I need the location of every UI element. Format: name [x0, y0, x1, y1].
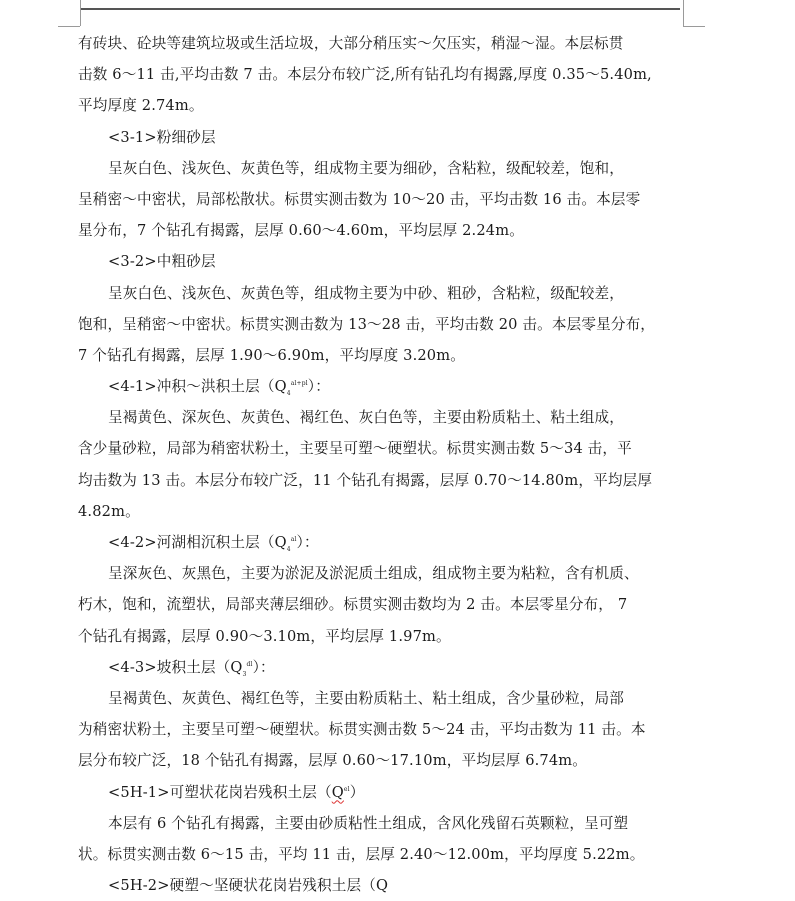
paragraph-line: 呈褐黄色、深灰色、灰黄色、褐红色、灰白色等，主要由粉质粘土、粘土组成， [108, 409, 625, 427]
paragraph-line: 呈褐黄色、灰黄色、褐红色等，主要由粉质粘土、粘土组成，含少量砂粒，局部 [108, 689, 625, 707]
heading-text-end: ）： [296, 534, 319, 551]
paragraph-line: 饱和，呈稍密～中密状。标贯实测击数为 13～28 击，平均击数 20 击。本层零星分布， [78, 315, 656, 333]
heading-text-end: ） [349, 783, 365, 801]
paragraph-line: 含少量砂粒，局部为稍密状粉土，主要呈可塑～硬塑状。标贯实测击数 5～34 击，平 [78, 440, 632, 458]
section-heading-4-1 [78, 371, 680, 402]
paragraph-line: 个钻孔有揭露，层厚 0.90～3.10m，平均层厚 1.97m。 [78, 627, 451, 645]
paragraph-line: 层分布较广泛，18 个钻孔有揭露，层厚 0.60～17.10m，平均层厚 6.74m。 [78, 752, 588, 770]
heading-text: <5H-1>可塑状花岗岩残积土层（ [108, 783, 332, 801]
paragraph-line: 状。标贯实测击数 6～15 击，平均 11 击，层厚 2.40～12.00m，平均厚度 5.22m。 [78, 845, 645, 863]
heading-subscript: 4 [286, 545, 291, 553]
heading-subscript: 4 [286, 389, 291, 397]
paragraph-line: 朽木，饱和，流塑状，局部夹薄层细砂。标贯实测击数均为 2 击。本层零星分布， 7 [78, 596, 628, 614]
paragraph-line: 击数 6～11 击,平均击数 7 击。本层分布较广泛,所有钻孔均有揭露,厚度 0.35～5.40m, [78, 66, 652, 84]
margin-corner-tick-left [58, 26, 80, 27]
margin-corner-mark-left [80, 0, 81, 26]
spellcheck-flagged-text: Q [331, 783, 344, 801]
margin-corner-tick-right [683, 26, 705, 27]
paragraph-line: 均击数为 13 击。本层分布较广泛，11 个钻孔有揭露，层厚 0.70～14.80m，平均层厚 [78, 471, 653, 489]
paragraph-line: 本层有 6 个钻孔有揭露，主要由砂质粘性土组成，含风化残留石英颗粒，呈可塑 [108, 814, 629, 832]
paragraph-line: 星分布，7 个钻孔有揭露，层厚 0.60～4.60m，平均层厚 2.24m。 [78, 222, 524, 240]
margin-corner-mark-right [683, 0, 684, 26]
paragraph-line: 为稍密状粉土，主要呈可塑～硬塑状。标贯实测击数 5～24 击，平均击数为 11 击。本 [78, 721, 646, 739]
paragraph-line: 呈深灰色、灰黑色，主要为淤泥及淤泥质土组成，组成物主要为粘粒，含有机质、 [108, 565, 639, 583]
section-heading-3-2: <3-2>中粗砂层 [108, 253, 216, 271]
heading-superscript: dl [246, 660, 253, 668]
heading-superscript: al+pl [290, 380, 308, 388]
heading-text: <4-2>河湖相沉积土层（Q [108, 534, 287, 551]
heading-text-end: ）： [307, 378, 330, 396]
heading-text-end: ）： [252, 658, 275, 676]
section-heading-4-2 [78, 527, 680, 558]
paragraph-line: 7 个钻孔有揭露，层厚 1.90～6.90m，平均厚度 3.20m。 [78, 346, 465, 364]
paragraph-line: 4.82m。 [78, 502, 140, 520]
heading-text: <4-3>坡积土层（Q [108, 658, 243, 676]
heading-subscript: 3 [242, 670, 247, 678]
section-heading-3-1: <3-1>粉细砂层 [108, 128, 216, 146]
heading-superscript: el [343, 785, 350, 793]
section-heading-5h-1 [78, 777, 680, 808]
paragraph-line: 有砖块、砼块等建筑垃圾或生活垃圾，大部分稍压实～欠压实，稍湿～湿。本层标贯 [78, 35, 624, 52]
heading-text: <4-1>冲积～洪积土层（Q [108, 378, 287, 396]
section-heading-4-3 [78, 652, 680, 683]
section-heading-5h-2-partial: <5H-2>硬塑～坚硬状花岗岩残积土层（Q [108, 877, 389, 895]
page-top-border [80, 8, 680, 10]
document-body [78, 28, 680, 895]
paragraph-line: 平均厚度 2.74m。 [78, 97, 204, 115]
paragraph-line: 呈稍密～中密状，局部松散状。标贯实测击数为 10～20 击，平均击数 16 击。本层零 [78, 190, 641, 208]
heading-superscript: al [290, 536, 297, 544]
paragraph-line: 呈灰白色、浅灰色、灰黄色等，组成物主要为细砂，含粘粒，级配较差，饱和， [108, 159, 625, 177]
paragraph-line: 呈灰白色、浅灰色、灰黄色等，组成物主要为中砂、粗砂，含粘粒，级配较差， [108, 284, 625, 302]
